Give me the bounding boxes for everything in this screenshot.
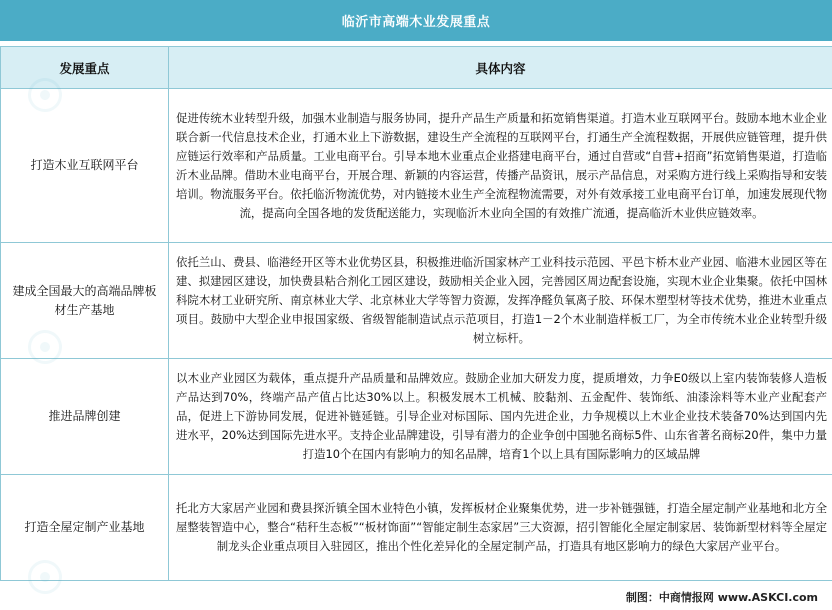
source-caption: 制图：中商情报网 www.ASKCI.com (625, 591, 818, 604)
table-row (1, 89, 832, 243)
content-cell: 托北方大家居产业园和费县探沂镇全国木业特色小镇，发挥板材企业聚集优势，进一步补链强链，打造全屋定制产业基地和北方全屋整装智造中心，整合“秸秆生态板”“板材饰面”“智能定制生态家居”三大资源，招引智能化全屋定制家居、装饰新型材料等全屋定制龙头企业重点项目入驻园区，推出个性化差异化的全屋定制产品，打造具有地区影响力的绿色大家居产业平台。 (169, 475, 832, 581)
table-row (1, 243, 832, 359)
content-cell: 以木业产业园区为载体，重点提升产品质量和品牌效应。鼓励企业加大研发力度，提质增效，力争E0级以上室内装饰装修人造板产品达到70%，终端产品产值占比达30%以上。积极发展木工机械、胶黏剂、五金配件、装饰纸、油漆涂料等木业产业配套产品，促进上下游协同发展，促进补链延链。引导企业对标国际、国内先进企业，力争规模以上木业企业技术装备70%达到国内先进水平，20%达到国际先进水平。支持企业品牌建设，引导有潜力的企业争创中国驰名商标5件、山东省著名商标20件，集中力量打造10个在国内有影响力的知名品牌，培育1个以上具有国际影响力的区域品牌 (169, 359, 832, 475)
content-cell: 依托兰山、费县、临港经开区等木业优势区县，积极推进临沂国家林产工业科技示范园、平邑卞桥木业产业园、临港木业园区等在建、拟建园区建设，加快费县粘合剂化工园区建设，鼓励相关企业入园，完善园区周边配套设施，实现木业企业集聚。依托中国林科院木材工业研究所、南京林业大学、北京林业大学等智力资源，发挥净醛负氧离子胶、环保木塑型材等技术优势，推进木业重点项目。鼓励中大型企业申报国家级、省级智能制造试点示范项目，打造1－2个木业制造样板工厂，为全市传统木业企业转型升级树立标杆。 (169, 243, 832, 359)
table-row (1, 359, 832, 475)
table-header-row (1, 47, 832, 89)
page-title: 临沂市高端木业发展重点 (341, 15, 491, 30)
focus-cell: 推进品牌创建 (1, 359, 169, 475)
table-row (1, 475, 832, 581)
focus-cell: 打造全屋定制产业基地 (1, 475, 169, 581)
focus-cell: 建成全国最大的高端品牌板材生产基地 (1, 243, 169, 359)
development-focus-table (0, 46, 832, 581)
content-cell: 促进传统木业转型升级，加强木业制造与服务协同，提升产品生产质量和拓宽销售渠道。打造木业互联网平台。鼓励本地木业企业联合新一代信息技术企业，打通木业上下游数据，建设生产全流程的互联网平台，打通生产全流程数据，开展供应链管理，提升供应链运行效率和产品质量。工业电商平台。引导本地木业重点企业搭建电商平台，通过自营或“自营+招商”拓宽销售渠道，打造临沂木业品牌。借助木业电商平台，开展合理、新颖的内容运营，传播产品资讯，展示产品信息，对采购方进行线上采购指导和安装培训。物流服务平台。依托临沂物流优势，对内链接木业生产全流程物流需要，对外有效承接工业电商平台订单，加速发展现代物流，提高向全国各地的发货配送能力，实现临沂木业向全国的有效推广流通，提高临沂木业供应链效率。 (169, 89, 832, 243)
column-header-focus: 发展重点 (1, 47, 169, 89)
focus-cell: 打造木业互联网平台 (1, 89, 169, 243)
column-header-content: 具体内容 (169, 47, 832, 89)
table-title-bar (0, 0, 832, 41)
